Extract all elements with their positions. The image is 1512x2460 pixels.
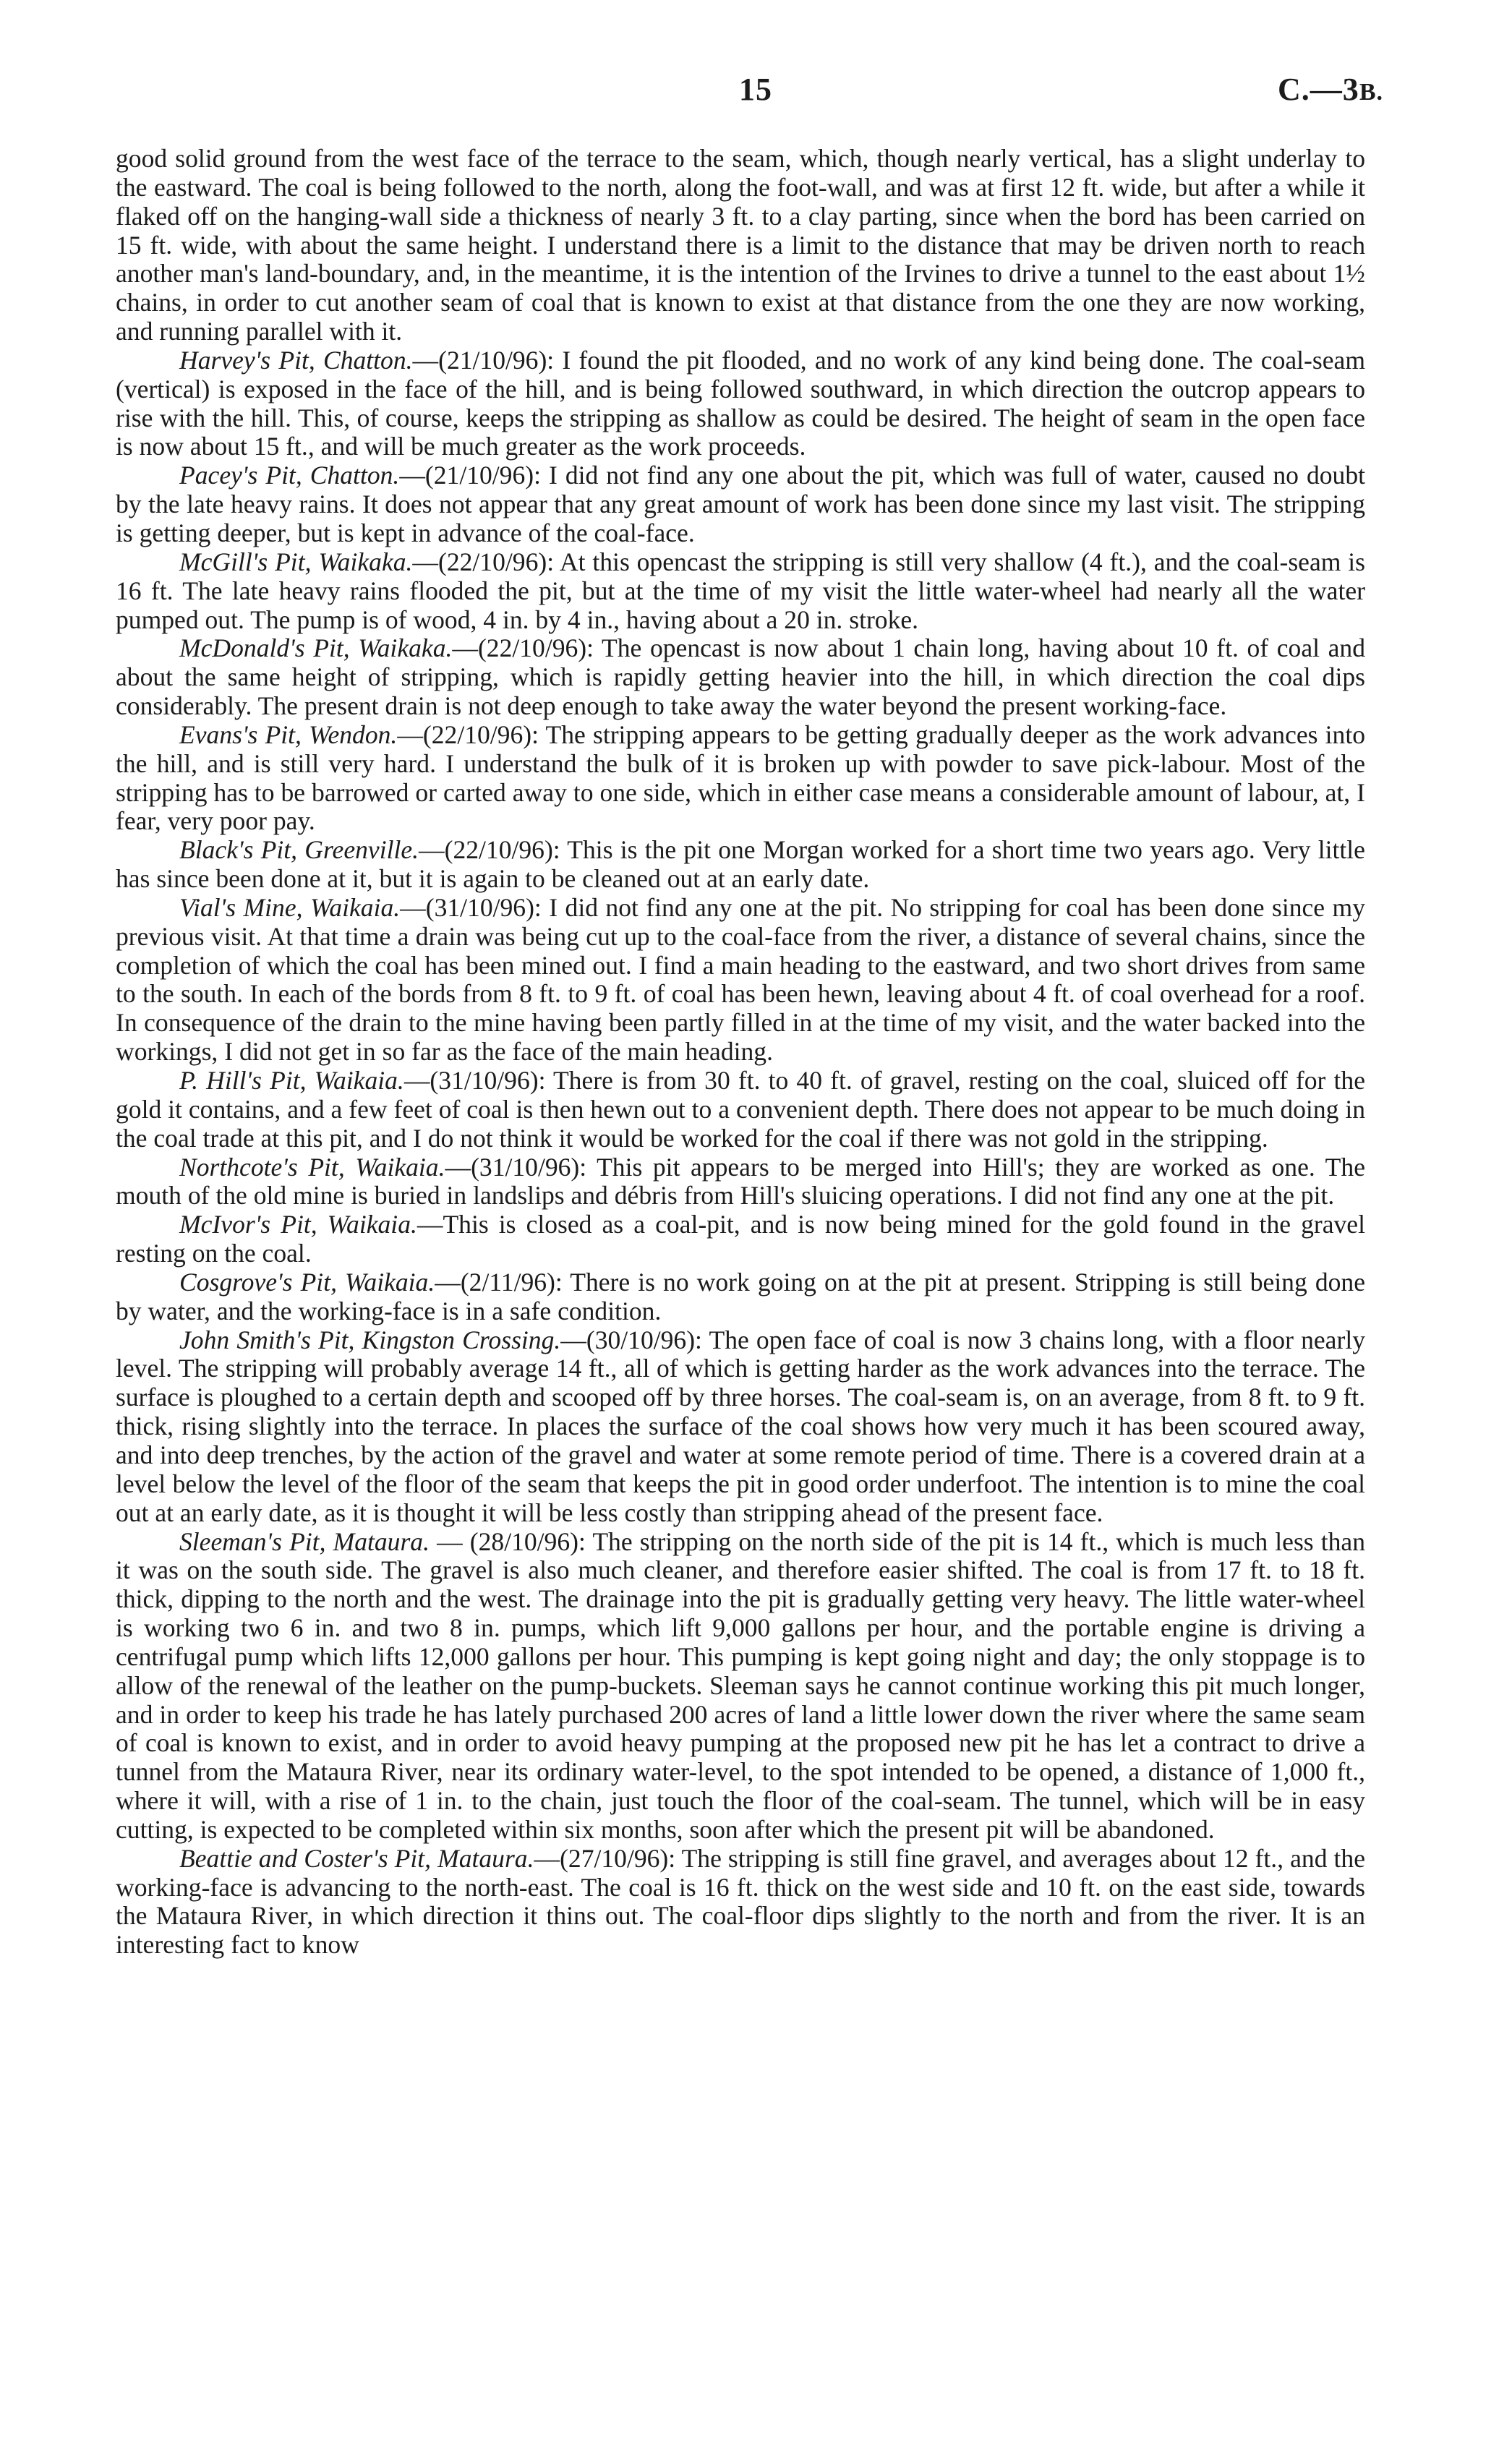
paragraph-heading: Cosgrove's Pit, Waikaia. [179, 1267, 435, 1297]
paragraph-text: good solid ground from the west face of the terrace to the seam, which, though nearly vertical, has a slight underlay to the eastward. The coal is being followed to the north, along the foot-wall, and was at first 12 ft. wide, but after a while it flaked off on the hanging-wall side a thickness of nearly 3 ft. to a clay parting, since when the bord has been carried on 15 ft. wide, with about the same height. I understand there is a limit to the distance that may be driven north to reach another man's land-boundary, and, in the meantime, it is the intention of the Irvines to drive a tunnel to the east about 1½ chains, in order to cut another seam of coal that is known to exist at that distance from the one they are now working, and running parallel with it. [116, 144, 1365, 346]
paragraph [116, 1067, 1365, 1153]
paragraph-text: —(22/10/96): The stripping appears to be getting gradually deeper as the work advances into the hill, and is still very hard. I understand the bulk of it is broken up with powder to save pick-labour. Most of the stripping has to be barrowed or carted away to one side, which in either case means a considerable amount of labour, at, I fear, very poor pay. [116, 719, 1365, 836]
paragraph-heading: Northcote's Pit, Waikaia. [179, 1152, 445, 1182]
paragraph [116, 145, 1365, 346]
paragraph [116, 836, 1365, 894]
paragraph-text: —(21/10/96): I did not find any one about the pit, which was full of water, caused no doubt by the late heavy rains. It does not appear that any great amount of work has been done since my last visit. The stripping is getting deeper, but is kept in advance of the coal-face. [116, 461, 1365, 547]
document-reference [1278, 71, 1383, 108]
paragraph [116, 721, 1365, 836]
paragraph [116, 346, 1365, 461]
paragraph-heading: Sleeman's Pit, Mataura. [179, 1526, 430, 1556]
paragraph-heading: Pacey's Pit, Chatton. [179, 461, 400, 490]
paragraph [116, 548, 1365, 635]
paragraph-heading: McDonald's Pit, Waikaka. [179, 633, 453, 663]
paragraph-text: —(31/10/96): I did not find any one at the pit. No stripping for coal has been done since my previous visit. At that time a drain was being cut up to the coal-face from the river, a distance of several chains, since the completion of which the coal has been mined out. I find a main heading to the eastward, and two short drives from same to the south. In each of the bords from 8 ft. to 9 ft. of coal has been hewn, leaving about 4 ft. of coal overhead for a roof. In consequence of the drain to the mine having been partly filled in at the time of my visit, and the water backed into the workings, I did not get in so far as the face of the main heading. [116, 892, 1365, 1067]
paragraph [116, 1528, 1365, 1845]
paragraph-heading: John Smith's Pit, Kingston Crossing. [179, 1325, 561, 1354]
paragraph [116, 1210, 1365, 1268]
paragraph-text: —This is closed as a coal-pit, and is now being mined for the gold found in the gravel resting on the coal. [116, 1210, 1365, 1268]
paragraph-text: —(22/10/96): This is the pit one Morgan worked for a short time two years ago. Very little has since been done at it, but it is again to be cleaned out at an early date. [116, 835, 1365, 894]
paragraph [116, 894, 1365, 1067]
paragraph-text: —(21/10/96): I found the pit flooded, and no work of any kind being done. The coal-seam (vertical) is exposed in the face of the hill, and is being followed southward, in which direction the outcrop appears to rise with the hill. This, of course, keeps the stripping as shallow as could be desired. The height of seam in the open face is now about 15 ft., and will be much greater as the work proceeds. [116, 345, 1365, 461]
paragraph-text: —(31/10/96): This pit appears to be merged into Hill's; they are worked as one. The mouth of the old mine is buried in landslips and débris from Hill's sluicing operations. I did not find any one at the pit. [116, 1152, 1365, 1210]
paragraph-heading: Evans's Pit, Wendon. [179, 719, 398, 749]
reference-suffix: B. [1359, 79, 1383, 106]
paragraph-text: —(22/10/96): The opencast is now about 1 chain long, having about 10 ft. of coal and about the same height of stripping, which is rapidly getting heavier into the hill, in which direction the coal dips considerably. The present drain is not deep enough to take away the water beyond the present working-face. [116, 633, 1365, 721]
paragraph-text: —(27/10/96): The stripping is still fine gravel, and averages about 12 ft., and the working-face is advancing to the north-east. The coal is 16 ft. thick on the west side and 10 ft. on the east side, towards the Mataura River, in which direction it thins out. The coal-floor dips slightly to the north and from the river. It is an interesting fact to know [116, 1843, 1365, 1960]
paragraph-text: —(2/11/96): There is no work going on at the pit at present. Stripping is still being done by water, and the working-face is in a safe condition. [116, 1267, 1365, 1325]
page-number: 15 [739, 72, 772, 107]
paragraph [116, 634, 1365, 721]
paragraph [116, 461, 1365, 548]
paragraph [116, 1845, 1365, 1960]
paragraph-heading: McGill's Pit, Waikaka. [179, 547, 413, 576]
paragraph-heading: Harvey's Pit, Chatton. [179, 345, 413, 375]
paragraph-text: —(30/10/96): The open face of coal is now 3 chains long, with a floor nearly level. The stripping will probably average 14 ft., all of which is getting harder as the work advances into the terrace. The surface is ploughed to a certain depth and scooped off by three horses. The coal-seam is, on an average, from 8 ft. to 9 ft. thick, rising slightly into the terrace. In places the surface of the coal shows how very much it has been scoured away, and into deep trenches, by the action of the gravel and water at some remote period of time. There is a covered drain at a level below the level of the floor of the seam that keeps the pit in good order underfoot. The intention is to mine the coal out at an early date, as it is thought it will be less costly than stripping ahead of the present face. [116, 1325, 1365, 1527]
paragraph-heading: Beattie and Coster's Pit, Mataura. [179, 1843, 534, 1873]
reference-main: C.—3 [1278, 72, 1359, 107]
paragraph [116, 1153, 1365, 1211]
body-text [116, 145, 1365, 1960]
paragraph-heading: Black's Pit, Greenville. [179, 835, 419, 865]
paragraph [116, 1326, 1365, 1528]
paragraph-heading: McIvor's Pit, Waikaia. [179, 1210, 417, 1239]
paragraph [116, 1268, 1365, 1326]
paragraph-text: —(31/10/96): There is from 30 ft. to 40 ft. of gravel, resting on the coal, sluiced off for the gold it contains, and a few feet of coal is then hewn out to a convenient depth. There does not appear to be much doing in the coal trade at this pit, and I do not think it would be worked for the coal if there was not gold in the stripping. [116, 1066, 1365, 1153]
paragraph-text: — (28/10/96): The stripping on the north side of the pit is 14 ft., which is much less than it was on the south side. The gravel is also much cleaner, and therefore easier shifted. The coal is from 17 ft. to 18 ft. thick, dipping to the north and the west. The drainage into the pit is gradually getting very heavy. The little water-wheel is working two 6 in. and two 8 in. pumps, which lift 9,000 gallons per hour, and the portable engine is driving a centrifugal pump which lifts 12,000 gallons per hour. This pumping is kept going night and day; the only stoppage is to allow of the renewal of the leather on the pump-buckets. Sleeman says he cannot continue working this pit much longer, and in order to keep his trade he has lately purchased 200 acres of land a little lower down the river where the same seam of coal is known to exist, and in order to avoid heavy pumping at the proposed new pit he has let a contract to drive a tunnel from the Mataura River, near its ordinary water-level, to the spot intended to be opened, a distance of 1,000 ft., where it will, with a rise of 1 in. to the chain, just touch the floor of the coal-seam. The tunnel, which will be in easy cutting, is expected to be completed within six months, soon after which the present pit will be abandoned. [116, 1526, 1365, 1844]
paragraph-heading: P. Hill's Pit, Waikaia. [179, 1066, 404, 1095]
paragraph-text: —(22/10/96): At this opencast the stripping is still very shallow (4 ft.), and the coal-seam is 16 ft. The late heavy rains flooded the pit, but at the time of my visit the little water-wheel had nearly all the water pumped out. The pump is of wood, 4 in. by 4 in., having about a 20 in. stroke. [116, 547, 1366, 634]
paragraph-heading: Vial's Mine, Waikaia. [179, 892, 401, 922]
